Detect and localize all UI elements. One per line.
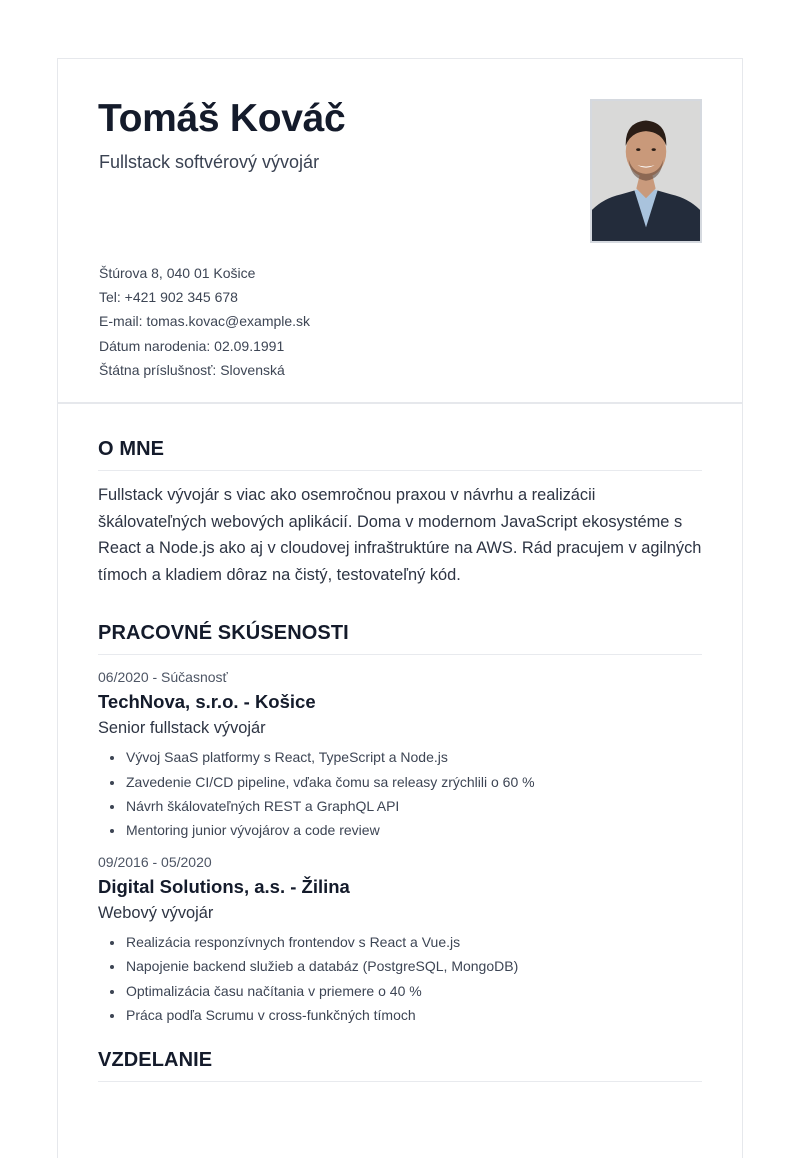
about-text: Fullstack vývojár s viac ako osemročnou praxou v návrhu a realizácii škálovateľných webových aplikácií. Doma v modernom JavaScript ekosystéme s React a Node.js ako aj v cloudovej infraštruktúre na AWS. Rád pracujem v agilných tímoch a kladiem dôraz na čistý, testovateľný kód. [98,486,702,584]
resume-body [58,404,742,1082]
birth-date: Dátum narodenia: 02.09.1991 [99,337,285,354]
job-entry [98,854,702,1027]
about-heading: O MNE [98,438,702,471]
task-item: • Práca podľa Scrumu v cross-funkčných tímoch [125,1003,702,1027]
profile-photo [590,99,702,243]
education-section [98,1027,702,1082]
job-dates: 09/2016 - 05/2020 [98,854,212,871]
job-title: Fullstack softvérový vývojár [99,152,320,172]
task-item: • Realizácia responzívnych frontendov s React a Vue.js [125,930,702,954]
experience-section [98,588,702,1027]
email: E-mail: tomas.kovac@example.sk [99,313,311,330]
address: Štúrova 8, 040 01 Košice [99,265,256,281]
job-company: Digital Solutions, a.s. - Žilina [98,876,350,898]
about-section [98,404,702,588]
education-heading: VZDELANIE [98,1049,702,1082]
experience-heading: PRACOVNÉ SKÚSENOSTI [98,622,702,655]
task-item: • Napojenie backend služieb a databáz (PostgreSQL, MongoDB) [125,954,702,978]
resume-page [57,58,743,1158]
task-item: • Zavedenie CI/CD pipeline, vďaka čomu sa releasy zrýchlili o 60 % [125,770,702,794]
job-dates: 06/2020 - Súčasnosť [98,669,228,686]
resume-header [58,59,742,404]
job-entry [98,669,702,842]
job-position: Senior fullstack vývojár [98,719,266,738]
task-item: • Optimalizácia času načítania v priemere o 40 % [125,979,702,1003]
job-tasks [98,745,702,842]
phone: Tel: +421 902 345 678 [99,289,238,306]
job-position: Webový vývojár [98,904,214,923]
job-company: TechNova, s.r.o. - Košice [98,691,316,713]
task-item: • Vývoj SaaS platformy s React, TypeScript a Node.js [125,745,702,769]
task-item: • Mentoring junior vývojárov a code review [125,818,702,842]
person-name: Tomáš Kováč [98,97,346,140]
task-item: • Návrh škálovateľných REST a GraphQL API [125,794,702,818]
contact-details [99,261,310,382]
nationality: Štátna príslušnosť: Slovenská [99,361,285,378]
job-tasks [98,930,702,1027]
